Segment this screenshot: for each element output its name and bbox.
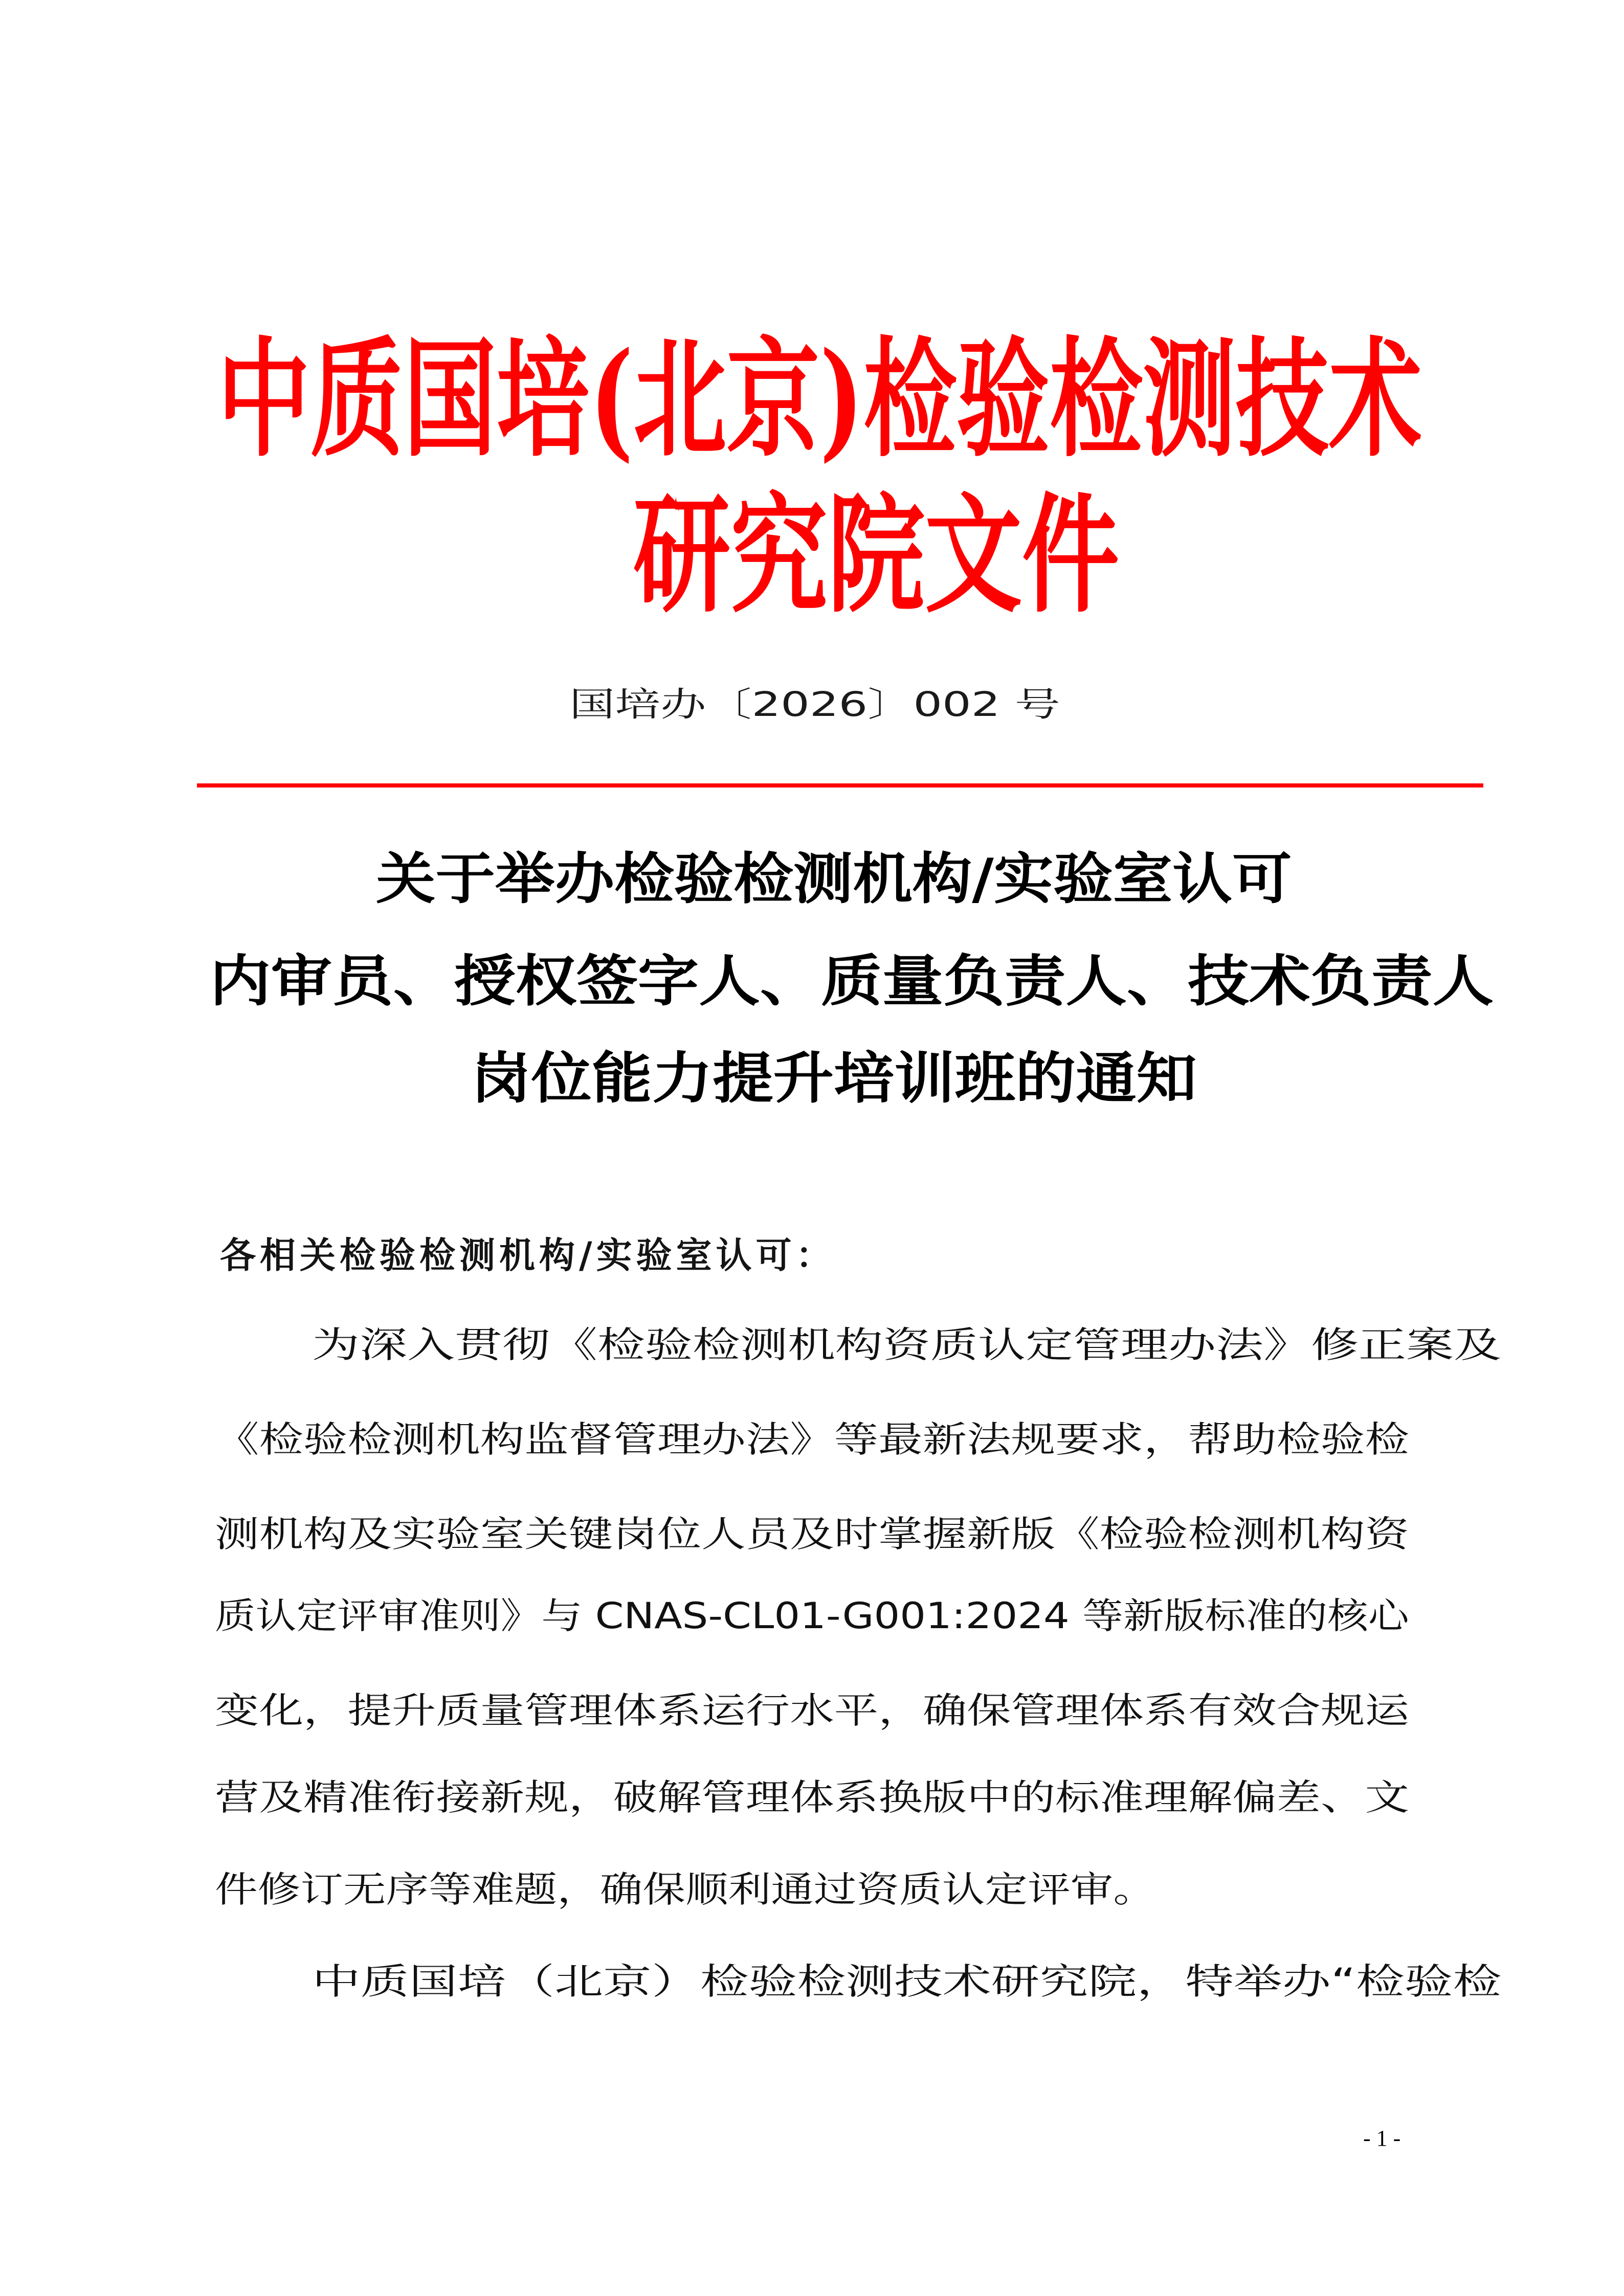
page-number: - 1 - (1363, 2126, 1401, 2151)
red-separator-line (197, 783, 1483, 787)
document-number: 国培办〔2026〕002 号 (569, 685, 1060, 724)
org-title-line-1: 中质国培(北京)检验检测技术 (217, 324, 1422, 474)
notice-heading-line-1: 关于举办检验检测机构/实验室认可 (376, 847, 1292, 911)
body-line: 质认定评审准则》与 CNAS-CL01-G001:2024 等新版标准的核心 (215, 1595, 1409, 1637)
notice-heading-line-2: 内审员、授权签字人、质量负责人、技术负责人 (210, 949, 1494, 1014)
body-line: 为深入贯彻《检验检测机构资质认定管理办法》修正案及 (312, 1324, 1501, 1366)
org-title-line-2: 研究院文件 (633, 480, 1119, 630)
body-line: 变化，提升质量管理体系运行水平，确保管理体系有效合规运 (215, 1690, 1409, 1731)
notice-heading-line-3: 岗位能力提升培训班的通知 (471, 1046, 1197, 1111)
body-line: 营及精准衔接新规，破解管理体系换版中的标准理解偏差、文 (215, 1776, 1409, 1818)
body-line: 测机构及实验室关键岗位人员及时掌握新版《检验检测机构资 (215, 1513, 1409, 1555)
body-line: 《检验检测机构监督管理办法》等最新法规要求，帮助检验检 (215, 1419, 1409, 1460)
body-line: 件修订无序等难题，确保顺利通过资质认定评审。 (215, 1869, 1156, 1910)
salutation: 各相关检验检测机构/实验室认可： (220, 1234, 836, 1276)
body-line: 中质国培（北京）检验检测技术研究院，特举办“检验检 (312, 1961, 1502, 2002)
